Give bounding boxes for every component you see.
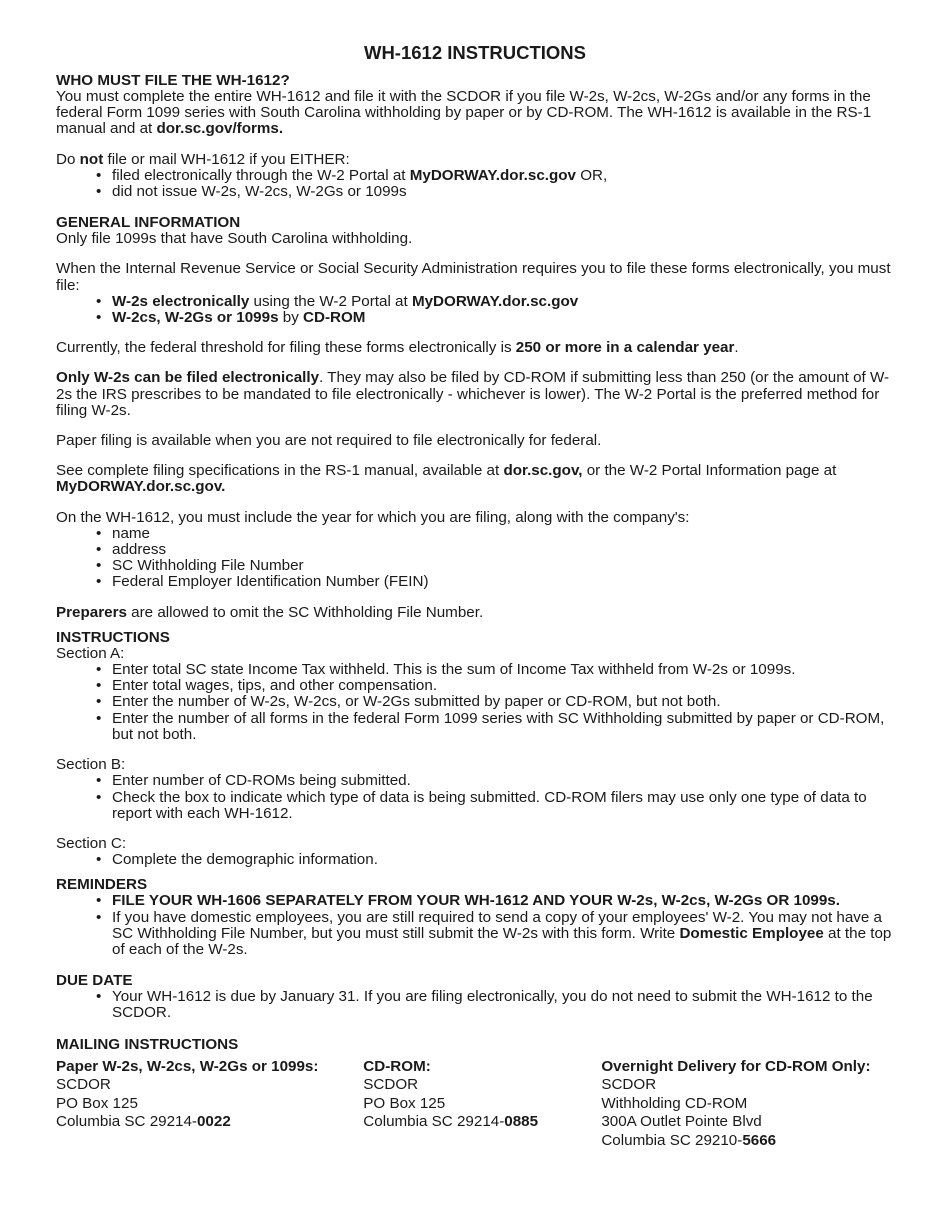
list-item: • Enter the number of all forms in the federal Form 1099 series with SC Withholding submitted by paper or CD-ROM, but not both. (112, 711, 894, 743)
general-p2: When the Internal Revenue Service or Social Security Administration requires you to file these forms electronically, you must file: (56, 260, 891, 294)
list-item: • Check the box to indicate which type of data is being submitted. CD-ROM filers may use only one type of data to report with each WH-1612. (112, 790, 894, 822)
who-paragraph: You must complete the entire WH-1612 and file it with the SCDOR if you file W-2s, W-2cs, W-2Gs and/or any forms in the federal Form 1099 series with South Carolina withholding by paper or by CD-ROM. The WH-1612 is available in the RS-1 manual and at dor.sc.gov/forms. (56, 88, 872, 138)
reminders-heading: REMINDERS (56, 876, 148, 894)
electronic-list (56, 294, 894, 326)
list-item: • Your WH-1612 is due by January 31. If you are filing electronically, you do not need to submit the WH-1612 to the SCDOR. (112, 989, 894, 1021)
specifications-paragraph: See complete filing specifications in the RS-1 manual, available at dor.sc.gov, or the W-2 Portal Information page at MyDORWAY.dor.sc.gov. (56, 462, 837, 496)
section-b-list (56, 773, 894, 822)
list-item: • SC Withholding File Number (112, 558, 894, 574)
address-line: PO Box 125 (56, 1094, 138, 1112)
list-item: • filed electronically through the W-2 Portal at MyDORWAY.dor.sc.gov OR, (112, 168, 894, 184)
include-paragraph: On the WH-1612, you must include the year for which you are filing, along with the company's: (56, 508, 690, 526)
page-title: WH-1612 INSTRUCTIONS (363, 42, 587, 63)
do-not-file-line: Do not file or mail WH-1612 if you EITHER: (56, 150, 350, 168)
list-item: • Enter number of CD-ROMs being submitted. (112, 773, 894, 789)
address-line: Columbia SC 29210-5666 (601, 1131, 777, 1149)
do-not-file-list (56, 168, 894, 200)
list-item: • Enter total wages, tips, and other compensation. (112, 678, 894, 694)
address-line: PO Box 125 (363, 1094, 446, 1112)
due-date-heading: DUE DATE (56, 972, 133, 990)
reminders-list (56, 893, 894, 958)
address-line: SCDOR (601, 1076, 657, 1094)
paper-filing-paragraph: Paper filing is available when you are not required to file electronically for federal. (56, 432, 602, 450)
address-line: Withholding CD-ROM (601, 1094, 748, 1112)
list-item: • If you have domestic employees, you are still required to send a copy of your employees' W-2. You may not have a SC Withholding File Number, but you must still submit the W-2s with this form. Write Domestic Employee at the top of each of the W-2s. (112, 910, 894, 959)
list-item: • Enter total SC state Income Tax withheld. This is the sum of Income Tax withheld from W-2s or 1099s. (112, 662, 894, 678)
company-info-list (56, 526, 894, 591)
address-line: Columbia SC 29214-0022 (56, 1113, 231, 1131)
list-item: • name (112, 526, 894, 542)
address-line: SCDOR (56, 1076, 111, 1094)
section-c-label: Section C: (56, 834, 127, 852)
list-item: • did not issue W-2s, W-2cs, W-2Gs or 1099s (112, 184, 894, 200)
list-item: • Enter the number of W-2s, W-2cs, or W-2Gs submitted by paper or CD-ROM, but not both. (112, 694, 894, 710)
address-line: Columbia SC 29214-0885 (363, 1113, 539, 1131)
list-item: • Complete the demographic information. (112, 852, 894, 868)
mailing-overnight-column (601, 1058, 894, 1151)
mailing-heading: MAILING INSTRUCTIONS (56, 1035, 239, 1053)
w2-electronic-paragraph: Only W-2s can be filed electronically. They may also be filed by CD-ROM if submitting less than 250 (or the amount of W-2s the IRS prescribes to be mandated to file electronically - whichever is lower). The W-2 Portal is the preferred method for filing W-2s. (56, 369, 890, 419)
address-line: SCDOR (363, 1076, 419, 1094)
section-c-list (56, 852, 894, 868)
list-item: • Federal Employer Identification Number (FEIN) (112, 574, 894, 590)
instructions-heading: INSTRUCTIONS (56, 628, 170, 646)
section-a-label: Section A: (56, 644, 125, 662)
due-date-list (56, 989, 894, 1021)
list-item: • W-2cs, W-2Gs or 1099s by CD-ROM (112, 310, 894, 326)
general-heading: GENERAL INFORMATION (56, 214, 241, 232)
mailing-overnight-title: Overnight Delivery for CD-ROM Only: (601, 1057, 871, 1075)
address-line: 300A Outlet Pointe Blvd (601, 1113, 762, 1131)
mailing-cdrom-title: CD-ROM: (363, 1057, 431, 1075)
threshold-paragraph: Currently, the federal threshold for filing these forms electronically is 250 or more in a calendar year. (56, 339, 739, 357)
section-a-list (56, 662, 894, 743)
who-heading: WHO MUST FILE THE WH-1612? (56, 72, 290, 89)
preparers-paragraph: Preparers are allowed to omit the SC Withholding File Number. (56, 603, 484, 621)
section-b-label: Section B: (56, 756, 126, 774)
list-item: • FILE YOUR WH-1606 SEPARATELY FROM YOUR WH-1612 AND YOUR W-2s, W-2cs, W-2Gs OR 1099s. (112, 893, 894, 909)
mailing-paper-column (56, 1058, 363, 1151)
list-item: • address (112, 542, 894, 558)
general-p1: Only file 1099s that have South Carolina withholding. (56, 230, 413, 248)
mailing-columns (56, 1058, 894, 1151)
mailing-cdrom-column (363, 1058, 601, 1151)
mailing-paper-title: Paper W-2s, W-2cs, W-2Gs or 1099s: (56, 1057, 319, 1075)
list-item: • W-2s electronically using the W-2 Portal at MyDORWAY.dor.sc.gov (112, 294, 894, 310)
